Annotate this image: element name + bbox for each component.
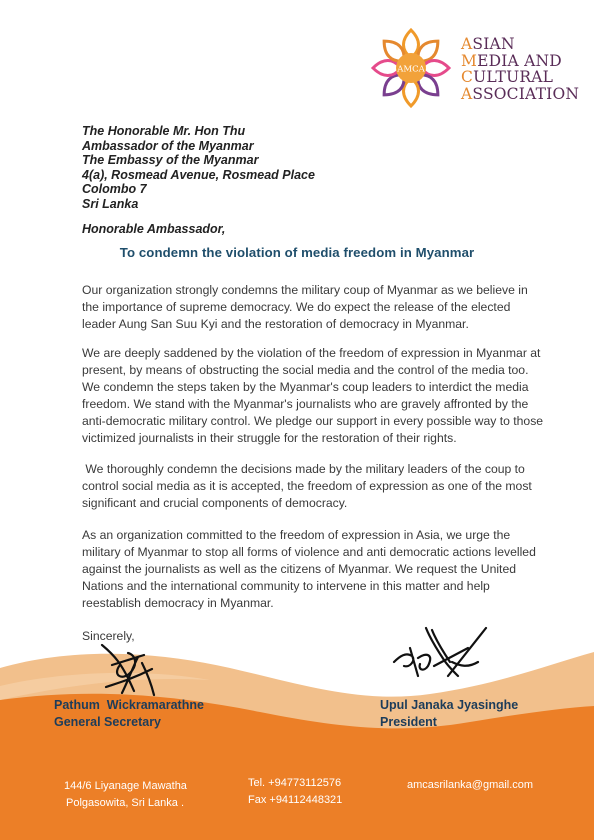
salutation: Honorable Ambassador, [82, 222, 226, 236]
footer-email[interactable]: amcasrilanka@gmail.com [407, 779, 534, 791]
signature-general-secretary [92, 635, 170, 699]
footer-fax: Fax +94112448321 [248, 794, 343, 806]
letter-subject: To condemn the violation of media freedom in Myanmar [119, 245, 475, 260]
logo-line-media: MEDIA AND [461, 51, 562, 70]
footer-address-line: Polgasowita, Sri Lanka . [66, 797, 185, 809]
footer-address-line: 144/6 Liyanage Mawatha [64, 780, 187, 792]
address-line: The Embassy of the Myanmar [82, 153, 259, 168]
footer-tel: Tel. +94773112576 [248, 777, 342, 789]
address-line: 4(a), Rosmead Avenue, Rosmead Place [82, 167, 315, 182]
paragraph-3: We thoroughly condemn the decisions made by the military leaders of the coup to control social media as it is accepted, the freedom of expression as one of the most significant and crucial components of democracy. [82, 462, 532, 510]
paragraph-1: Our organization strongly condemns the military coup of Myanmar as we believe in the importance of supreme democracy. We do expect the release of the elected leader Aung San Suu Kyi and the restoration of democracy in Myanmar. [82, 283, 528, 331]
paragraph-2: We are deeply saddened by the violation of the freedom of expression in Myanmar at present, by means of obstructing the social media and the control of the media too. We condemn the steps taken by the Myanmar's coup leaders to interdict the media freedom. We stand with the Myanmar's journalists who are gravely affronted by the anti-democratic military control. We pledge our support in every possible way to those victimized journalists in their struggle for the restoration of their rights. [82, 346, 544, 445]
signatory-name: Pathum Wickramarathne [54, 698, 204, 712]
footer-phone [248, 775, 342, 809]
logo-line-association: ASSOCIATION [461, 84, 580, 103]
signature-president [388, 622, 492, 686]
signatory-general-secretary [54, 697, 204, 730]
address-line: The Honorable Mr. Hon Thu [82, 124, 246, 138]
logo-line-asian: ASIAN [461, 35, 515, 53]
footer-address [64, 778, 187, 812]
signatory-president [380, 697, 518, 730]
signatory-title: President [380, 714, 437, 729]
signatory-title: General Secretary [54, 714, 162, 729]
logo-line-cultural: CULTURAL [461, 68, 554, 86]
signatory-name: Upul Janaka Jyasinghe [380, 698, 519, 712]
address-line: Ambassador of the Myanmar [82, 138, 254, 153]
closing-line: Sincerely, [82, 629, 135, 643]
logo-emblem-text: AMCA [397, 64, 425, 75]
address-line: Colombo 7 [82, 182, 147, 197]
address-line: Sri Lanka [82, 196, 139, 211]
paragraph-4: As an organization committed to the freedom of expression in Asia, we urge the military of Myanmar to stop all forms of violence and anti democratic actions levelled against the journalists as well as the citizens of Myanmar. We request the United Nations and the international community to intervene in this matter and help reestablish democracy in Myanmar. [82, 528, 536, 610]
